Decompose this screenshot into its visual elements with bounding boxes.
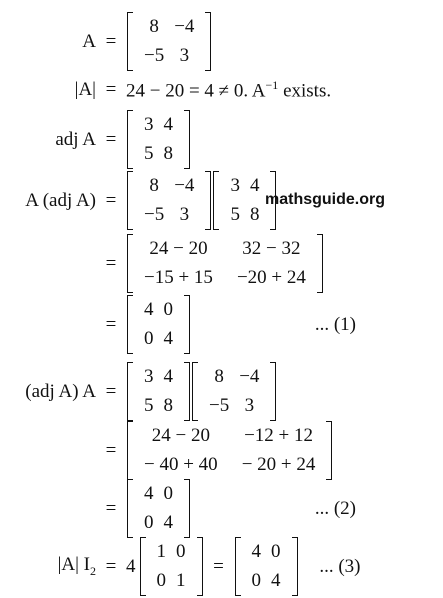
matrix-adj-a — [127, 110, 190, 169]
matrix-cell: 8 — [149, 175, 159, 196]
inverse-superscript: −1 — [265, 78, 279, 92]
lhs-det-identity: |A| $I_2$ — [57, 554, 96, 578]
matrix-cell: 8 — [249, 204, 260, 225]
matrix-cell: − 40 + 40 — [144, 454, 218, 475]
matrix-cell: − 20 + 24 — [241, 454, 316, 475]
matrix-cell: 1 — [176, 570, 186, 591]
determinant-text: 24 − 20 = 4 ≠ 0. $A^{-1}$ exists. — [126, 78, 332, 102]
matrix-product-expanded — [127, 234, 323, 293]
lhs-a-adj-a: A (adj A) — [25, 189, 96, 211]
scalar: 4 — [126, 555, 136, 577]
matrix-cell: −5 — [144, 45, 165, 66]
equals-sign: = — [105, 380, 117, 402]
equals-sign: = — [213, 555, 224, 577]
equals-sign: = — [105, 555, 117, 577]
equals-sign: = — [105, 439, 117, 461]
equals-sign: = — [105, 252, 117, 274]
equals-sign: = — [105, 30, 117, 52]
lhs-det-a: |A| — [74, 79, 96, 101]
matrix-cell: 4 — [163, 366, 173, 387]
matrix-cell: 0 — [163, 299, 173, 320]
line-product-result-1 — [0, 295, 356, 354]
equals-sign: = — [105, 189, 117, 211]
equation-tag-2: ... (2) — [314, 497, 356, 519]
matrix-cell: 5 — [230, 204, 240, 225]
lhs-adj-a: adj A — [55, 128, 96, 150]
matrix-cell: 3 — [244, 395, 255, 416]
matrix-cell: 0 — [251, 570, 261, 591]
matrix-cell: 32 − 32 — [242, 238, 301, 259]
line-product2-expanded — [0, 421, 333, 480]
matrix-cell: −4 — [174, 16, 195, 37]
line-det-identity — [0, 537, 361, 596]
matrix-cell: −12 + 12 — [244, 425, 313, 446]
identity-matrix — [140, 537, 203, 596]
line-product-expanded — [0, 234, 324, 293]
line-determinant — [0, 78, 331, 102]
equation-tag-3: ... (3) — [319, 555, 361, 577]
matrix-cell: −4 — [239, 366, 260, 387]
matrix-a — [192, 362, 276, 421]
matrix-cell: 24 − 20 — [149, 238, 208, 259]
identity-subscript: 2 — [90, 563, 96, 578]
equals-sign: = — [105, 79, 117, 101]
matrix-a — [127, 12, 211, 71]
matrix-cell: 4 — [271, 570, 281, 591]
matrix-cell: 4 — [251, 541, 261, 562]
matrix-cell: 3 — [144, 366, 154, 387]
matrix-a — [127, 171, 211, 230]
matrix-cell: 3 — [230, 175, 240, 196]
matrix-cell: 0 — [271, 541, 281, 562]
line-adjoint — [0, 110, 191, 169]
line-matrix-a — [0, 12, 212, 71]
line-a-times-adj — [0, 171, 277, 230]
matrix-result — [127, 295, 190, 354]
matrix-cell: 5 — [144, 143, 154, 164]
matrix-cell: −5 — [144, 204, 165, 225]
matrix-cell: −4 — [174, 175, 195, 196]
equals-sign: = — [105, 313, 117, 335]
matrix-cell: 4 — [163, 114, 173, 135]
matrix-cell: 3 — [179, 204, 190, 225]
matrix-cell: 8 — [214, 366, 224, 387]
matrix-cell: 0 — [163, 483, 173, 504]
matrix-cell: 0 — [156, 570, 166, 591]
line-product-result-2 — [0, 479, 356, 538]
equals-sign: = — [105, 128, 117, 150]
matrix-cell: −5 — [209, 395, 230, 416]
matrix-result — [235, 537, 298, 596]
matrix-cell: 3 — [144, 114, 154, 135]
matrix-cell: 8 — [163, 395, 173, 416]
lhs-adj-a-a: (adj A) A — [25, 380, 96, 402]
matrix-cell: 5 — [144, 395, 154, 416]
equals-sign: = — [105, 497, 117, 519]
watermark: mathsguide.org — [265, 191, 386, 208]
matrix-cell: 4 — [163, 328, 173, 349]
matrix-product2-expanded — [127, 421, 332, 480]
matrix-cell: 0 — [144, 328, 154, 349]
line-adj-times-a — [0, 362, 277, 421]
matrix-cell: 4 — [144, 299, 154, 320]
matrix-cell: 0 — [176, 541, 186, 562]
matrix-cell: 8 — [163, 143, 173, 164]
matrix-cell: 0 — [144, 512, 154, 533]
lhs-a: A — [82, 30, 96, 52]
matrix-adj-a — [127, 362, 190, 421]
matrix-cell: 8 — [149, 16, 159, 37]
matrix-cell: 1 — [156, 541, 166, 562]
matrix-result — [127, 479, 190, 538]
matrix-cell: −15 + 15 — [144, 267, 213, 288]
matrix-cell: 4 — [249, 175, 260, 196]
matrix-cell: −20 + 24 — [236, 267, 306, 288]
matrix-cell: 4 — [144, 483, 154, 504]
matrix-cell: 4 — [163, 512, 173, 533]
equation-tag-1: ... (1) — [314, 313, 356, 335]
matrix-cell: 24 − 20 — [151, 425, 210, 446]
matrix-cell: 3 — [179, 45, 190, 66]
